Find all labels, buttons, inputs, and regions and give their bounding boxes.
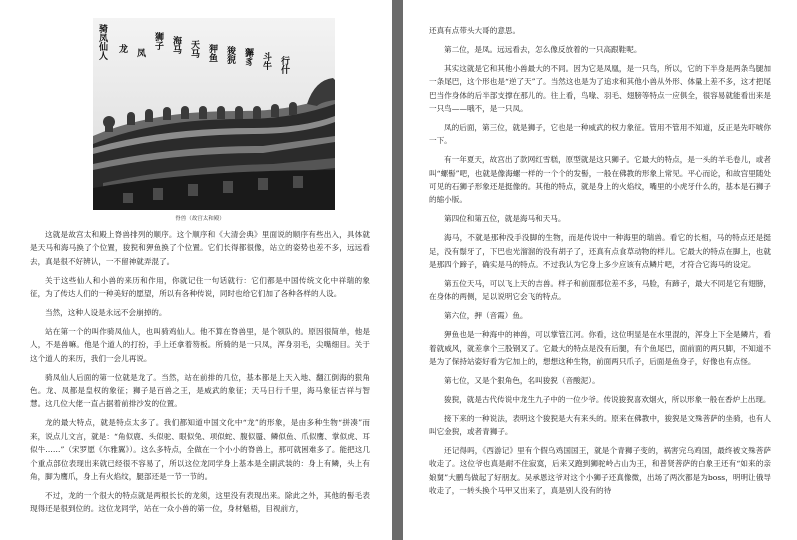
figure-label: 天马 xyxy=(189,40,199,58)
paragraph: 第五位天马，可以飞上天的吉兽。样子和前面那位差不多，马脸，有蹄子，最大不同是它有翅膀，在身体的两侧，足以说明它会飞的特点。 xyxy=(429,279,771,302)
paragraph: 龙的最大特点，就是特点太多了。我们都知道中国文化中“龙”的形象，是由多种生物“拼凑”而来，说点儿文言，就是：“角似鹿、头似驼、眼似兔、项似蛇、腹似蜃、鳞似鱼、爪似鹰、掌似虎、耳似牛……”（宋罗愿《尔雅翼》）。这么多特点，全做在一个小小的脊兽上，那可就困难多了。能把这几个重点部位表现出来就已经很不容易了，所以这位龙同学身上基本是全副武装的：身上有鳞，头上有角，脚为鹰爪，身上有火焰纹，腿部还是一节一节的。 xyxy=(30,418,370,481)
paragraph: 站在第一个的叫作骑凤仙人，也叫骑鸡仙人。他不算在脊兽里，是个领队的。原因很简单，他是人，不是兽嘛。他是个道人的打扮，手上还拿着笏板。所骑的是一只凤，浑身羽毛，尖嘴细目。关于这个道人的来历，我们一会儿再说。 xyxy=(30,326,370,363)
paragraph: 不过，龙的一个很大的特点就是两根长长的龙须，这里没有表现出来。除此之外，其他的髻毛表现得还是很到位的。这位龙同学，站在一众小兽的第一位，身材魁梧，目视前方， xyxy=(30,490,370,514)
figure-label: 狮子 xyxy=(153,32,163,50)
roof-ornament-photo xyxy=(93,18,335,210)
figure-label: 行什 xyxy=(279,56,289,74)
figure-label: 狎鱼 xyxy=(207,44,217,62)
paragraph: 当然，这种人设是永远不会崩掉的。 xyxy=(45,308,167,318)
paragraph: 这就是故宫太和殿上脊兽排列的顺序。这个顺序和《大清会典》里面说的顺序有些出入，具体就是天马和海马换了个位置，狻猊和狎鱼换了个位置。它们长得都很像，站立的姿势也差不多，远远看去，真是很不好辨认，一不留神就弄混了。 xyxy=(30,230,370,266)
left-page xyxy=(0,0,392,540)
paragraph: 狻猊，就是古代传说中龙生九子中的一位少爷。传说狻猊喜欢烟火，所以形象一般在香炉上出现。 xyxy=(444,394,771,404)
paragraph: 骑凤仙人后面的第一位就是龙了。当然，站在前排的几位，基本都是上天入地、翻江倒海的狠角色。龙、凤都是皇权的象征；狮子是百兽之王，是威武的象征；天马日行千里，海马象征吉祥与智慧。这几位大佬一直占据着前排沙发的位置。 xyxy=(30,372,370,409)
paragraph: 凤的后面，第三位，就是狮子，它也是一种威武的权力象征。管用不管用不知道，反正是先吓唬你一下。 xyxy=(429,122,771,146)
right-page xyxy=(403,0,797,540)
figure-label: 獬豸 xyxy=(243,48,253,66)
paragraph: 还记得吗，《西游记》里有个假乌鸡国国王，就是个青狮子变的，祸害完乌鸡国，最终被文殊菩萨收走了。这位爷也真是耐不住寂寞，后来又跑到狮驼岭占山为王，和普贤菩萨的白象王还有“如来的亲娘舅”大鹏鸟做起了好朋友。吴承恩这爷对这个小狮子还真像微，出场了两次都是为boss，明明让俄导收走了，一转头换个马甲又出来了，真是别人没有的待 xyxy=(429,446,771,496)
figure-label: 斗牛 xyxy=(261,52,271,70)
paragraph: 第二位，是凤。远远看去，怎么像反放着的一只高跟鞋呢。 xyxy=(444,44,642,54)
paragraph: 海马，不就是那种没手没脚的生物，而是传说中一种海里的瑞兽。看它的长相，马的特点还是挺足，没有鬃牙了，下巴也光溜溜的没有胡子了，还真有点食草动物的样儿。它最大的特点在脚上，也就是那四个蹄子，确实是马的特点。不过我认为它身上多少应该有点鳞片吧，才符合它海马的设定。 xyxy=(429,233,771,270)
left-page-text xyxy=(30,228,370,516)
figure-label: 凤 xyxy=(135,48,145,57)
paragraph: 有一年夏天，故宫出了款网红雪糕，原型就是这只狮子。它最大的特点，是一头的羊毛卷儿，或者叫“螺髻”吧，也就是像海螺一样的一个个的发髻，一般在佛教的形象上常见。平心而论，和故宫里随处可见的石狮子形象还是挺像的。其他的特点，就是身上的火焰纹，嘴里的小虎牙什么的，基本是石狮子的缩小版。 xyxy=(429,155,771,205)
figure-label: 狻猊 xyxy=(225,46,235,64)
roof-drawing xyxy=(93,18,335,210)
figure-label: 骑凤仙人 xyxy=(97,24,107,60)
paragraph: 狎鱼也是一种海中的神兽，可以掌管江河。你看，这位明显是在水里混的，浑身上下全是鳞片，看着就威风，就差拿个三股钢叉了。它最大的特点是没有后腿，有个鱼尾巴，面前面的两只脚，不知道不是为了保持站姿好看为它加上的，想想这种生物，前面两只爪子，后面是鱼身子，好像也有点怪。 xyxy=(429,330,771,367)
paragraph: 第六位，押（音霞）鱼。 xyxy=(444,311,528,321)
paragraph: 接下来的一种说法，表明这个狻猊是大有来头的。原来在佛教中，狻猊是文殊菩萨的坐骑，也有人叫它金猊，或者青狮子。 xyxy=(429,413,771,437)
figure-label: 龙 xyxy=(117,44,127,53)
figure-caption: 脊兽（故宫太和殿） xyxy=(175,216,225,222)
figure-label: 海马 xyxy=(171,36,181,54)
paragraph: 其实这就是它和其他小兽最大的不同。因为它是凤凰，是一只鸟，所以，它的下半身是两条鸟腿加一条尾巴，这个形也是“逆了天”了。当然这也是为了追求和其他小兽从外形、体量上差不多，这才把尾巴当作身体的后半部支撑在那儿的。往上看，鸟喙、羽毛、翅膀等特点一应俱全，很容易就能看出来是一只鸟——哦不，是一只凤。 xyxy=(429,63,771,114)
paragraph: 第四位和第五位，就是海马和天马。 xyxy=(444,214,566,224)
paragraph: 第七位，又是个狠角色，名叫狻猊（音酸泥）。 xyxy=(444,375,600,385)
paragraph: 还真有点带头大哥的意思。 xyxy=(429,26,521,35)
page-gutter xyxy=(392,0,403,540)
paragraph: 关于这些仙人和小兽的来历和作用，你就记住一句话就行：它们都是中国传统文化中祥瑞的象征，为了传达人们的一种美好的愿望，所以有各种传说，同时也给它们加了各种各样的人设。 xyxy=(30,275,370,299)
